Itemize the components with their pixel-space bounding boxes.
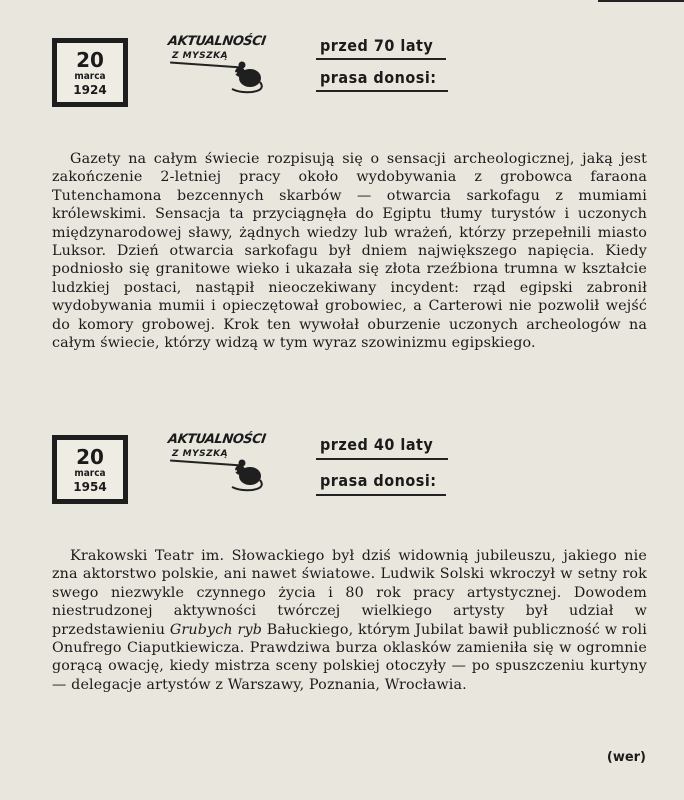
date-month: marca — [74, 468, 106, 479]
header-rule — [316, 494, 446, 496]
header-rule — [316, 90, 448, 92]
article-text-part: Bałuckiego, którym Jubilat bawił publiczność w roli Onufrego Ciaputkiewicza. Prawdziwa burza oklasków zamieniła się w ogromnie gorącą owację, kiedy mistrza sceny polskiej otoczyły — po spuszczeniu kurtyny — delegacje artystów z Warszawy, Poznania, Wrocławia. — [52, 621, 647, 693]
article-text-part: Krakowski Teatr im. Słowackiego był dziś widownią jubileuszu, jakiego nie zna aktorstwo polskie, ani nawet światowe. Ludwik Solski wkroczył w setny rok swego niezwykle czynnego życia i 80 rok pracy artystycznej. Dowodem niestrudzonej aktywności twórczej wielkiego artysty był udział w przedstawieniu — [52, 548, 647, 638]
mouse-icon — [226, 56, 266, 94]
aktualnosci-logo — [168, 432, 270, 494]
article-text — [52, 547, 647, 694]
date-box — [52, 435, 128, 504]
date-day: 20 — [76, 445, 104, 469]
article-paragraph — [52, 547, 647, 694]
top-divider — [598, 0, 684, 2]
header-rule — [316, 58, 446, 60]
header-years-ago: przed 40 laty — [320, 435, 434, 454]
date-year: 1954 — [73, 480, 107, 494]
header-years-ago: przed 70 laty — [320, 36, 434, 55]
logo-subtitle: Z MYSZKĄ — [172, 449, 229, 459]
play-title: Grubych ryb — [169, 621, 263, 638]
article-paragraph: Gazety na całym świecie rozpisują się o sensacji archeologicznej, jaką jest zakończenie 2-letniej pracy około wydobywania z grobowca faraona Tutenchamona bezcennych skarbów — otwarcia sarkofagu z mumiami królewskimi. Sensacja ta przyciągnęła do Egiptu tłumy turystów i uczonych międzynarodowej sławy, żądnych wiedzy lub wrażeń, którzy przepełnili miasto Luksor. Dzień otwarcia sarkofagu był dniem największego napięcia. Kiedy podniosło się granitowe wieko i ukazała się złota rzeźbiona trumna w kształcie ludzkiej postaci, nastąpił nieoczekiwany incydent: rząd egipski zabronił wydobywania mumii i opieczętował grobowiec, a Carterowi nie pozwolił wejść do komory grobowej. Krok ten wywołał oburzenie uczonych archeologów na całym świecie, którzy widzą w tym wyraz szowinizmu egipskiego. — [52, 151, 647, 352]
date-box — [52, 38, 128, 107]
header-rule — [316, 458, 448, 460]
article-text — [52, 150, 647, 352]
author-signature: (wer) — [606, 750, 646, 765]
header-press-reports: prasa donosi: — [320, 471, 437, 490]
date-month: marca — [74, 71, 106, 82]
header-press-reports: prasa donosi: — [320, 68, 437, 87]
date-year: 1924 — [73, 83, 107, 97]
logo-title: AKTUALNOŚCI — [166, 432, 267, 447]
logo-subtitle: Z MYSZKĄ — [172, 51, 229, 61]
mouse-icon — [226, 454, 266, 492]
aktualnosci-logo — [168, 34, 270, 96]
date-day: 20 — [76, 48, 104, 72]
logo-title: AKTUALNOŚCI — [166, 34, 267, 49]
